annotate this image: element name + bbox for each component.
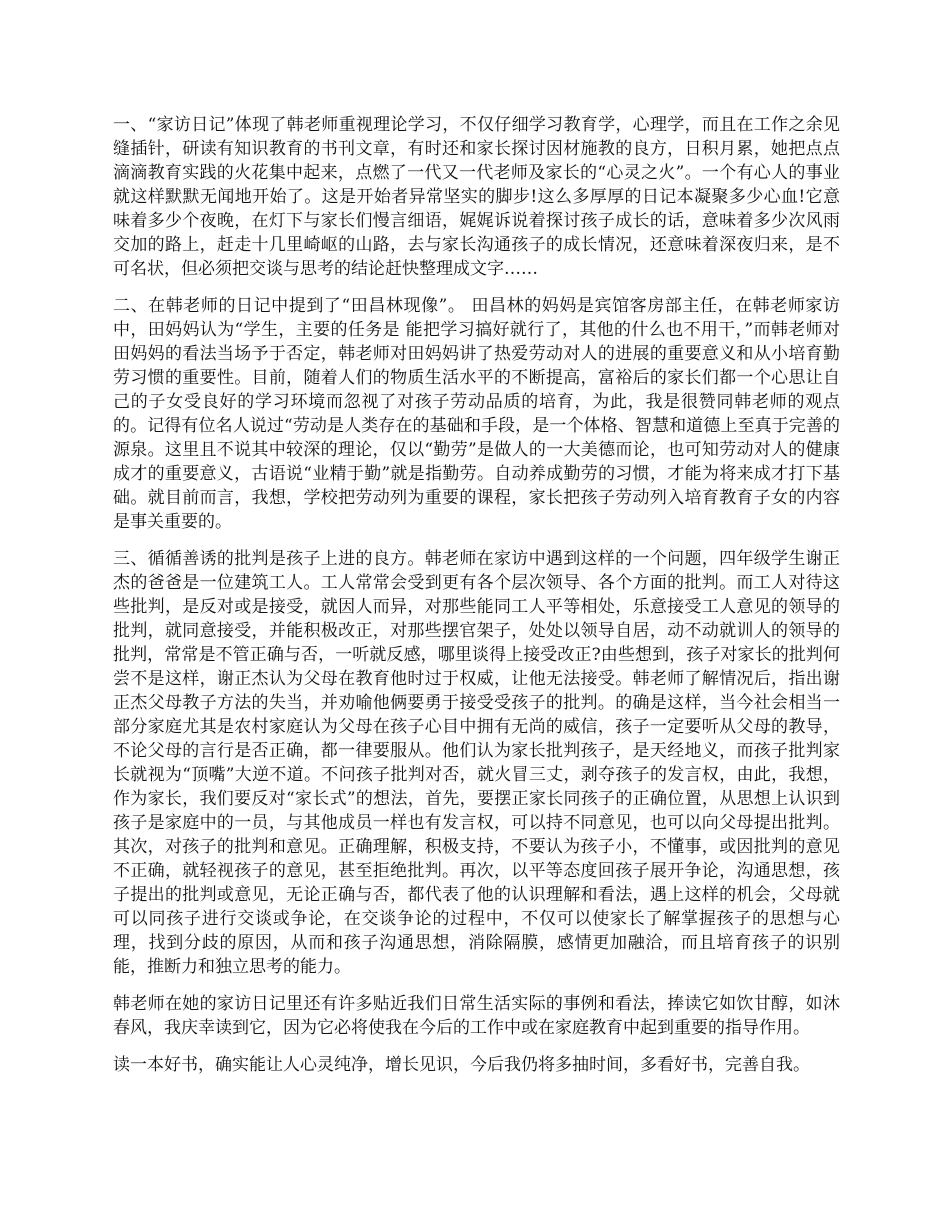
paragraph-1: 一、“家访日记”体现了韩老师重视理论学习，不仅仔细学习教育学，心理学，而且在工作之余见缝插针，研读有知识教育的书刊文章，有时还和家长探讨因材施教的良方，日积月累，她把点点滴滴教育实践的火花集中起来，点燃了一代又一代老师及家长的“心灵之火”。一个有心人的事业就这样默默无闻地开始了。这是开始者异常坚实的脚步!这么多厚厚的日记本凝聚多少心血!它意味着多少个夜晚，在灯下与家长们慢言细语，娓娓诉说着探讨孩子成长的话，意味着多少次风雨交加的路上，赶走十几里崎岖的山路，去与家长沟通孩子的成长情况，还意味着深夜归来，是不可名状，但必须把交谈与思考的结论赶快整理成文字…… [113,115,840,279]
document-body [113,113,840,1090]
paragraph-4: 韩老师在她的家访日记里还有许多贴近我们日常生活实际的事例和看法，捧读它如饮甘醇，如沐春风，我庆幸读到它，因为它必将使我在今后的工作中或在家庭教育中起到重要的指导作用。 [113,994,840,1038]
paragraph-2: 二、在韩老师的日记中提到了“田昌林现像”。 田昌林的妈妈是宾馆客房部主任，在韩老师家访中，田妈妈认为“学生，主要的任务是 能把学习搞好就行了，其他的什么也不用干，”而韩老师对田妈妈的看法当场予于否定，韩老师对田妈妈讲了热爱劳动对人的进展的重要意义和从小培育勤劳习惯的重要性。目前，随着人们的物质生活水平的不断提高，富裕后的家长们都一个心思让自己的子女受良好的学习环境而忽视了对孩子劳动品质的培育，为此，我是很赞同韩老师的观点的。记得有位名人说过“劳动是人类存在的基础和手段，是一个体格、智慧和道德上至真于完善的源泉。这里且不说其中较深的理论，仅以“勤劳”是做人的一大美德而论，也可知劳动对人的健康成才的重要意义，古语说“业精于勤”就是指勤劳。自动养成勤劳的习惯，才能为将来成才打下基础。就目前而言，我想，学校把劳动列为重要的课程，家长把孩子劳动列入培育教育子女的内容是事关重要的。 [113,296,840,532]
paragraph-3: 三、循循善诱的批判是孩子上进的良方。韩老师在家访中遇到这样的一个问题，四年级学生谢正杰的爸爸是一位建筑工人。工人常常会受到更有各个层次领导、各个方面的批判。而工人对待这些批判，是反对或是接受，就因人而异，对那些能同工人平等相处，乐意接受工人意见的领导的批判，就同意接受，并能积极改正，对那些摆官架子，处处以领导自居，动不动就训人的领导的批判，常常是不管正确与否，一听就反感，哪里谈得上接受改正?由些想到，孩子对家长的批判何尝不是这样，谢正杰认为父母在教育他时过于权威，让他无法接受。韩老师了解情况后，指出谢正杰父母教子方法的失当，并劝喻他俩要勇于接受受孩子的批判。的确是这样，当今社会相当一部分家庭尤其是农村家庭认为父母在孩子心目中拥有无尚的威信，孩子一定要听从父母的教导，不论父母的言行是否正确，都一律要服从。他们认为家长批判孩子，是天经地义，而孩子批判家长就视为“顶嘴”大逆不道。不问孩子批判对否，就火冒三丈，剥夺孩子的发言权，由此，我想，作为家长，我们要反对“家长式”的想法，首先，要摆正家长同孩子的正确位置，从思想上认识到孩子是家庭中的一员，与其他成员一样也有发言权，可以持不同意见，也可以向父母提出批判。其次，对孩子的批判和意见。正确理解，积极支持，不要认为孩子小，不懂事，或因批判的意见不正确，就轻视孩子的意见，甚至拒绝批判。再次，以平等态度回孩子展开争论，沟通思想，孩子提出的批判或意见，无论正确与否，都代表了他的认识理解和看法，遇上这样的机会，父母就可以同孩子进行交谈或争论，在交谈争论的过程中，不仅可以使家长了解掌握孩子的思想与心理，找到分歧的原因，从而和孩子沟通思想，消除隔膜，感情更加融洽，而且培育孩子的识别能，推断力和独立思考的能力。 [113,549,840,977]
paragraph-5: 读一本好书，确实能让人心灵纯净，增长见识，今后我仍将多抽时间，多看好书，完善自我。 [113,1055,810,1075]
